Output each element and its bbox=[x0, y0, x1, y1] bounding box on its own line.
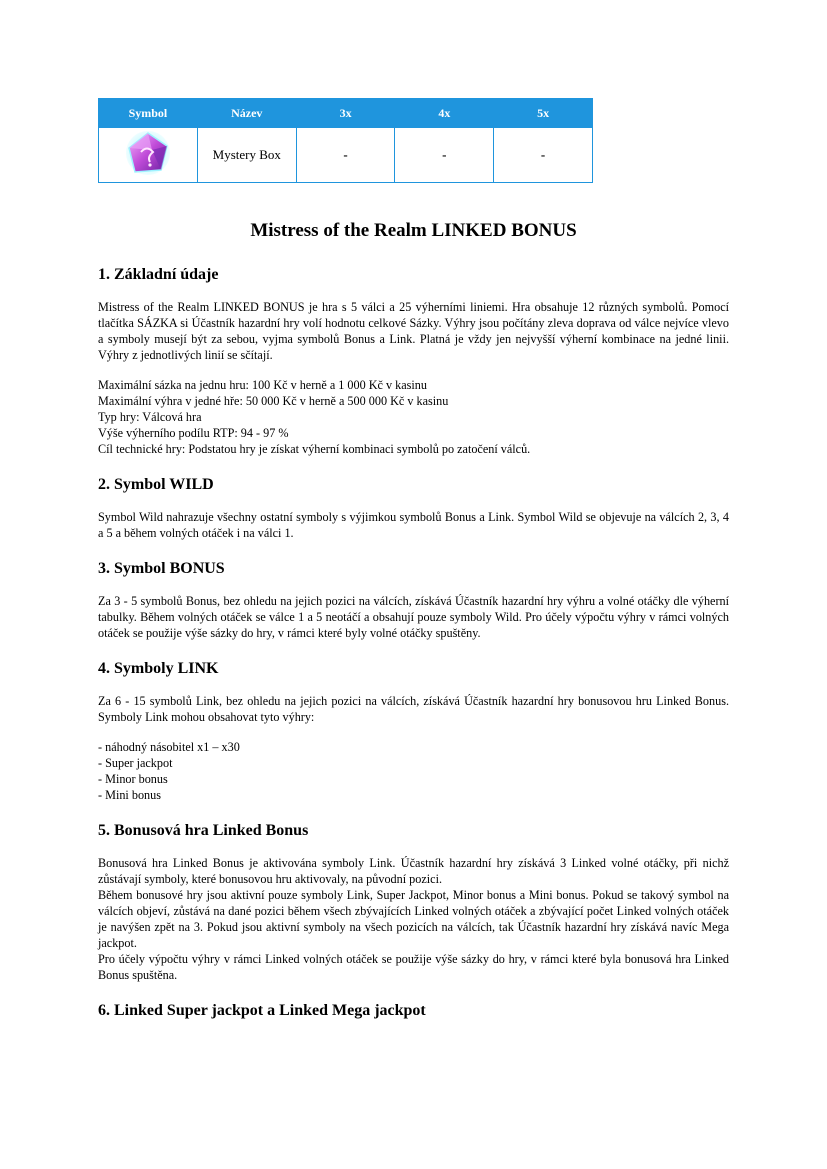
mystery-box-icon bbox=[125, 130, 171, 176]
section-jackpots bbox=[98, 1001, 729, 1021]
document-page bbox=[98, 98, 729, 1021]
table-row bbox=[99, 128, 593, 183]
section-paragraph: Symbol Wild nahrazuje všechny ostatní symboly s výjimkou symbolů Bonus a Link. Symbol Wild se objevuje na válcích 2, 3, 4 a 5 a během volných otáček i na válci 1. bbox=[98, 510, 729, 540]
section-paragraph: Za 3 - 5 symbolů Bonus, bez ohledu na jejich pozici na válcích, získává Účastník hazardní hry výhru a volné otáčky dle výherní tabulky. Během volných otáček se válce 1 a 5 neotáčí a obsahují pouze symboly Wild. Pro účely výpočtu výhry v rámci volných otáček se použije výše sázky do hry, v rámci které byly volné otáčky spuštěny. bbox=[98, 594, 729, 640]
symbol-cell bbox=[99, 128, 198, 183]
payout-5x-cell: - bbox=[494, 128, 593, 183]
table-header-row bbox=[99, 99, 593, 128]
section-linked-bonus bbox=[98, 821, 729, 983]
payout-3x-cell: - bbox=[296, 128, 395, 183]
info-line-game-type: Typ hry: Válcová hra bbox=[98, 410, 202, 424]
section-heading: 3. Symbol BONUS bbox=[98, 560, 225, 577]
section-bonus bbox=[98, 559, 729, 641]
symbol-table bbox=[98, 98, 593, 183]
info-line-rtp: Výše výherního podílu RTP: 94 - 97 % bbox=[98, 426, 289, 440]
section-heading: 6. Linked Super jackpot a Linked Mega jackpot bbox=[98, 1002, 426, 1019]
section-link bbox=[98, 659, 729, 803]
section-basic-info bbox=[98, 265, 729, 457]
section-paragraph: Za 6 - 15 symbolů Link, bez ohledu na jejich pozici na válcích, získává Účastník hazardní hry bonusovou hru Linked Bonus. Symboly Link mohou obsahovat tyto výhry: bbox=[98, 694, 729, 724]
section-paragraph: Během bonusové hry jsou aktivní pouze symboly Link, Super Jackpot, Minor bonus a Mini bonus. Pokud se takový symbol na válcích objeví, zůstává na dané pozici během všech zbývajících Linked volných otáček a zbývající počet Linked volných otáček je navýšen zpět na 3. Pokud jsou aktivní symboly na všech pozicích na válcích, tak Účastník hazardní hry získává navíc Mega jackpot. bbox=[98, 888, 729, 950]
info-line-max-win: Maximální výhra v jedné hře: 50 000 Kč v herně a 500 000 Kč v kasinu bbox=[98, 394, 449, 408]
section-paragraph: Bonusová hra Linked Bonus je aktivována symboly Link. Účastník hazardní hry získává 3 Linked volné otáčky, při nichž zůstávají symboly, které bonusovou hru aktivovaly, na původní pozici. bbox=[98, 856, 729, 886]
header-4x: 4x bbox=[395, 99, 494, 128]
section-paragraph: Pro účely výpočtu výhry v rámci Linked volných otáček se použije výše sázky do hry, v rámci které byla bonusová hra Linked Bonus spuštěna. bbox=[98, 952, 729, 982]
header-name: Název bbox=[197, 99, 296, 128]
header-5x: 5x bbox=[494, 99, 593, 128]
info-line-goal: Cíl technické hry: Podstatou hry je získat výherní kombinaci symbolů po zatočení válců. bbox=[98, 442, 531, 456]
document-title: Mistress of the Realm LINKED BONUS bbox=[250, 220, 577, 241]
list-item: - Super jackpot bbox=[98, 756, 173, 770]
section-heading: 5. Bonusová hra Linked Bonus bbox=[98, 822, 309, 839]
section-heading: 4. Symboly LINK bbox=[98, 660, 219, 677]
header-3x: 3x bbox=[296, 99, 395, 128]
section-paragraph: Mistress of the Realm LINKED BONUS je hra s 5 válci a 25 výherními liniemi. Hra obsahuje 12 různých symbolů. Pomocí tlačítka SÁZKA si Účastník hazardní hry volí hodnotu celkové Sázky. Výhry jsou počítány zleva doprava od válce nejvíce vlevo a symboly musejí být za sebou, vyjma symbolů Bonus a Link. Platná je vždy jen nejvyšší výherní kombinace na jedné linii. Výhry z jednotlivých linií se sčítají. bbox=[98, 300, 729, 362]
section-heading: 1. Základní údaje bbox=[98, 266, 219, 283]
symbol-name-cell: Mystery Box bbox=[197, 128, 296, 183]
header-symbol: Symbol bbox=[99, 99, 198, 128]
section-heading: 2. Symbol WILD bbox=[98, 476, 214, 493]
list-item: - náhodný násobitel x1 – x30 bbox=[98, 740, 240, 754]
payout-4x-cell: - bbox=[395, 128, 494, 183]
section-wild bbox=[98, 475, 729, 541]
list-item: - Mini bonus bbox=[98, 788, 161, 802]
list-item: - Minor bonus bbox=[98, 772, 168, 786]
info-line-max-bet: Maximální sázka na jednu hru: 100 Kč v herně a 1 000 Kč v kasinu bbox=[98, 378, 427, 392]
